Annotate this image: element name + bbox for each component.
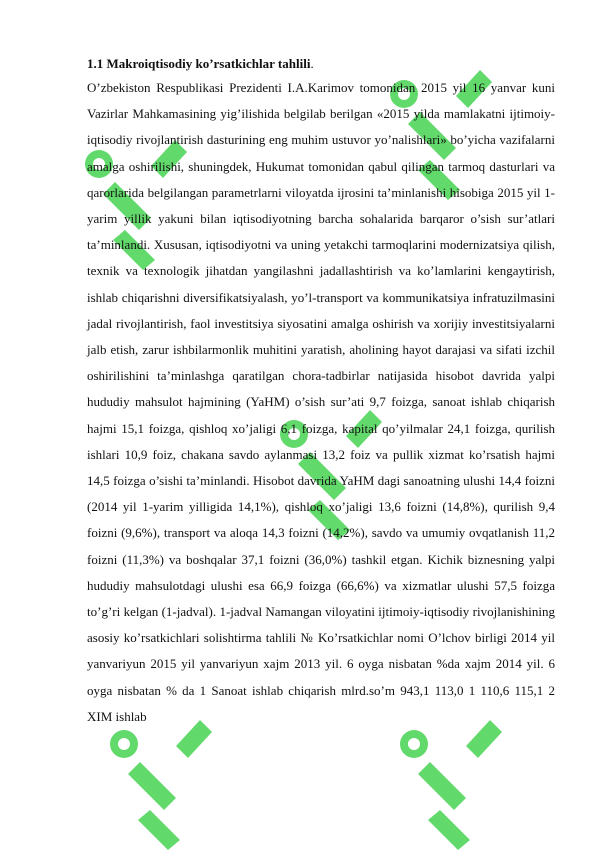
- document-page: [87, 55, 555, 730]
- section-heading-title: 1.1 Makroiqtisodiy ko’rsatkichlar tahlili: [87, 56, 311, 71]
- section-heading: [87, 55, 555, 73]
- body-paragraph: O’zbekiston Respublikasi Prezidenti I.A.Karimov tomonidan 2015 yil 16 yanvar kuni Vazirlar Mahkamasining yig’ilishida belgilab berilgan «2015 yilda mamlakatni ijtimoiy-iqtisodiy rivojlantirish dasturining eng muhim ustuvor yo’nalishlari» bo’yicha vazifalarni amalga oshirilishi, shuningdek, Hukumat tomonidan qabul qilingan tarmoq dasturlari va qarorlarida belgilangan parametrlarni viloyatda ijrosini ta’minlanishi hisobiga 2015 yil 1-yarim yillik yakuni bilan iqtisodiyotning barcha sohalarida barqaror o’sish sur’atlari ta’minlandi. Xususan, iqtisodiyotni va uning yetakchi tarmoqlarini modernizatsiya qilish, texnik va texnologik jihatdan yangilashni jadallashtirish va ko’lamlarini kengaytirish, ishlab chiqarishni diversifikatsiyalash, yo’l-transport va kommunikatsiya infratuzilmasini jadal rivojlantirish, faol investitsiya siyosatini amalga oshirish va xorijiy investitsiyalarni jalb etish, zarur ishbilarmonlik muhitini yaratish, aholining hayot darajasi va sifati izchil oshirilishini ta’minlashga qaratilgan chora-tadbirlar natijasida hisobot davrida yalpi hududiy mahsulot hajmining (YaHM) o’sish sur’ati 9,7 foizga, sanoat ishlab chiqarish hajmi 15,1 foizga, qishloq xo’jaligi 6,1 foizga, kapital qo’yilmalar 24,1 foizga, qurilish ishlari 10,9 foiz, chakana savdo aylanmasi 13,2 foiz va pullik xizmat ko’rsatish hajmi 14,5 foizga o’sishi ta’minlandi. Hisobot davrida YaHM dagi sanoatning ulushi 14,4 foizni (2014 yil 1-yarim yilligida 14,1%), qishloq xo’jaligi 13,6 foizni (14,8%), qurilish 9,4 foizni (9,6%), transport va aloqa 14,3 foizni (14,2%), savdo va umumiy ovqatlanish 11,2 foizni (11,3%) va boshqalar 37,1 foizni (36,0%) tashkil etgan. Kichik biznesning yalpi hududiy mahsulotdagi ulushi esa 66,9 foizga (66,6%) va xizmatlar ulushi 57,5 foizga to’g’ri kelgan (1-jadval). 1-jadval Namangan viloyatini ijtimoiy-iqtisodiy rivojlanishining asosiy ko’rsatkichlari solishtirma tahlili № Ko’rsatkichlar nomi O’lchov birligi 2014 yil yanvariyun 2015 yil yanvariyun xajm 2013 yil. 6 oyga nisbatan %da xajm 2014 yil. 6 oyga nisbatan % da 1 Sanoat ishlab chiqarish mlrd.so’m 943,1 113,0 1 110,6 115,1 2 XIM ishlab: [87, 80, 555, 724]
- section-heading-period: .: [310, 56, 314, 71]
